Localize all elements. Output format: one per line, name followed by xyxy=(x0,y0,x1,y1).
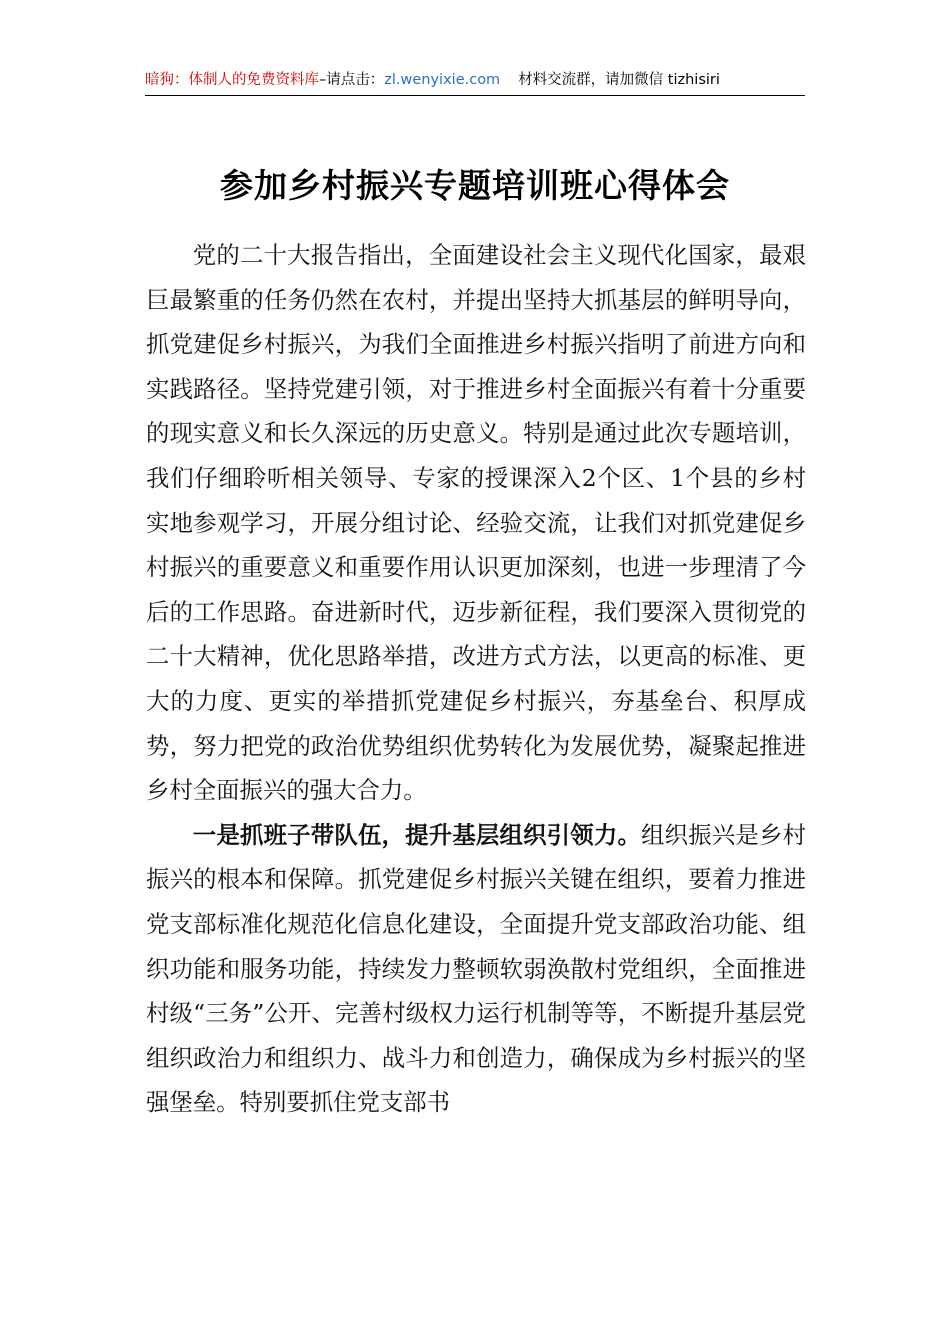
document-body xyxy=(146,233,806,1125)
paragraph-point-one xyxy=(146,813,806,1125)
wechat-note: 材料交流群，请加微信 tizhisiri xyxy=(518,72,720,88)
document-title: 参加乡村振兴专题培训班心得体会 xyxy=(220,166,730,205)
site-url-link[interactable]: zl.wenyixie.com xyxy=(384,72,501,88)
paragraph-text: 党的二十大报告指出，全面建设社会主义现代化国家，最艰巨最繁重的任务仍然在农村，并提出坚持大抓基层的鲜明导向，抓党建促乡村振兴，为我们全面推进乡村振兴指明了前进方向和实践路径。坚持党建引领，对于推进乡村全面振兴有着十分重要的现实意义和长久深远的历史意义。特别是通过此次专题培训，我们仔细聆听相关领导、专家的授课深入2个区、1个县的乡村实地参观学习，开展分组讨论、经验交流，让我们对抓党建促乡村振兴的重要意义和重要作用认识更加深刻，也进一步理清了今后的工作思路。奋进新时代，迈步新征程，我们要深入贯彻党的二十大精神，优化思路举措，改进方式方法，以更高的标准、更大的力度、更实的举措抓党建促乡村振兴，夯基垒台、积厚成势，努力把党的政治优势组织优势转化为发展优势，凝聚起推进乡村全面振兴的强大合力。 xyxy=(146,241,806,805)
page-header xyxy=(145,69,805,96)
click-prefix: –请点击： xyxy=(319,72,385,88)
paragraph-lead: 一是抓班子带队伍，提升基层组织引领力。 xyxy=(192,820,642,849)
paragraph-text: 组织振兴是乡村振兴的根本和保障。抓党建促乡村振兴关键在组织，要着力推进党支部标准化规范化信息化建设，全面提升党支部政治功能、组织功能和服务功能，持续发力整顿软弱涣散村党组织，全面推进村级“三务”公开、完善村级权力运行机制等等，不断提升基层党组织政治力和组织力、战斗力和创造力，确保成为乡村振兴的坚强堡垒。特别要抓住党支部书 xyxy=(146,820,807,1117)
site-name: 暗狗：体制人的免费资料库 xyxy=(145,72,319,88)
paragraph-intro xyxy=(146,233,806,813)
